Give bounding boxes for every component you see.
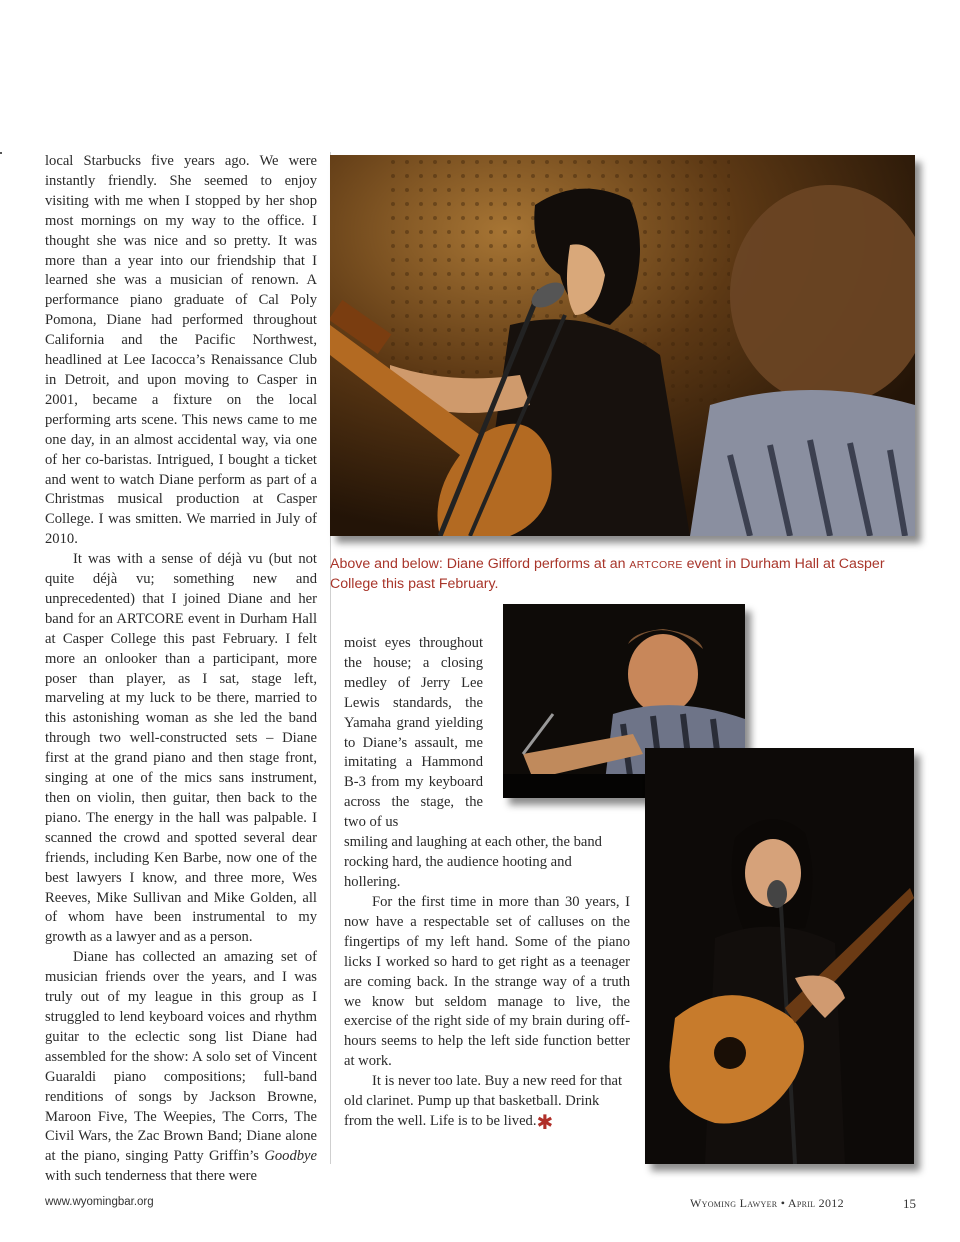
article-paragraph bbox=[45, 948, 317, 1187]
footer-url: www.wyomingbar.org bbox=[45, 1196, 154, 1208]
article-text: It is never too late. Buy a new reed for that old clarinet. Pump up that basketball. Drink from the well. Life is to be lived. bbox=[344, 1073, 623, 1129]
page-edge-mark bbox=[0, 152, 2, 154]
article-column-right-cont bbox=[344, 893, 630, 1132]
article-column-left bbox=[45, 152, 317, 1187]
photo-caption bbox=[330, 555, 920, 594]
page-number: 15 bbox=[903, 1196, 916, 1211]
caption-text: event in Durham Hall at Casper College this past February. bbox=[330, 556, 885, 592]
end-mark-icon: ✱ bbox=[536, 1111, 554, 1134]
photo-illustration bbox=[330, 155, 915, 536]
article-paragraph: It was with a sense of déjà vu (but not quite déjà vu; something new and unprecedented) that I joined Diane and her band for an ARTCORE event in Durham Hall at Casper College this past February. I felt more an onlooker than a participant, more poser than player, as I sat, stage left, marveling at my luck to be there, married to this astonishing woman as she led the band through two well-constructed sets – Diane first at the grand piano and then stage front, singing at one of the mics sans instrument, then on violin, then guitar, then back to the piano. The energy in the hall was palpable. I scanned the crowd and spotted several dear friends, including Ken Barbe, now one of the best lawyers I know, and three more, Wes Reeves, Mike Sullivan and Mike Golden, all of whom have been instrumental to my growth as a lawyer and as a person. bbox=[45, 551, 317, 946]
article-paragraph: For the first time in more than 30 years, I now have a respectable set of calluses on the fingertips of my left hand. Some of the piano licks I worked so hard to get right as a teenager are coming back. In the strange way of a truth we know but seldom manage to live, the exercise of the right side of my brain during off-hours seems to help the left side function better at work. bbox=[344, 894, 630, 1070]
caption-text: Above and below: Diane Gifford performs at an bbox=[330, 556, 630, 572]
performance-photo-singer-guitar bbox=[645, 748, 914, 1164]
article-column-right-narrow bbox=[344, 634, 483, 833]
song-title: Goodbye bbox=[264, 1148, 317, 1165]
photo-illustration bbox=[645, 748, 914, 1164]
footer-magazine-title: Wyoming Lawyer • April 2012 bbox=[690, 1196, 844, 1210]
caption-smallcaps: ARTCORE bbox=[629, 559, 683, 571]
article-text: with such tenderness that there were bbox=[45, 1168, 257, 1185]
article-column-right bbox=[344, 833, 630, 893]
article-paragraph: local Starbucks five years ago. We were instantly friendly. She seemed to enjoy visiting with me when I stopped by her shop most mornings on my way to the office. I thought she was nice and so pretty. It was more than a year into our friendship that I learned she was a musician of renown. A performance piano graduate of Cal Poly Pomona, Diane had performed throughout California and the Pacific Northwest, headlined at Lee Iacocca’s Renaissance Club in Detroit, and upon moving to Casper in 2001, became a fixture on the local performing arts scene. This news came to me one day, in an almost accidental way, via one of her co-baristas. Intrigued, I bought a ticket and went to watch Diane perform as part of a Christmas musical production at Casper College. I was smitten. We married in July of 2010. bbox=[45, 153, 317, 548]
article-text: Diane has collected an amazing set of musician friends over the years, and I was truly out of my league in this group as I struggled to lend keyboard voices and rhythm guitar to the eclectic song list Diane had assembled for the show: A solo set of Vincent Guaraldi piano compositions; full-band renditions of songs by Jackson Browne, Maroon Five, The Weepies, The Corrs, The Civil Wars, the Zac Brown Band; Diane alone at the piano, singing Patty Griffin’s bbox=[45, 949, 317, 1165]
article-paragraph bbox=[344, 1072, 630, 1132]
article-paragraph: smiling and laughing at each other, the band rocking hard, the audience hooting and hollering. bbox=[344, 834, 602, 890]
performance-photo-guitar-mic bbox=[330, 155, 915, 536]
article-paragraph: moist eyes throughout the house; a closing medley of Jerry Lee Lewis standards, the Yamaha grand yielding to Diane’s assault, me imitating a Hammond B-3 from my keyboard across the stage, the two of us bbox=[344, 635, 483, 831]
